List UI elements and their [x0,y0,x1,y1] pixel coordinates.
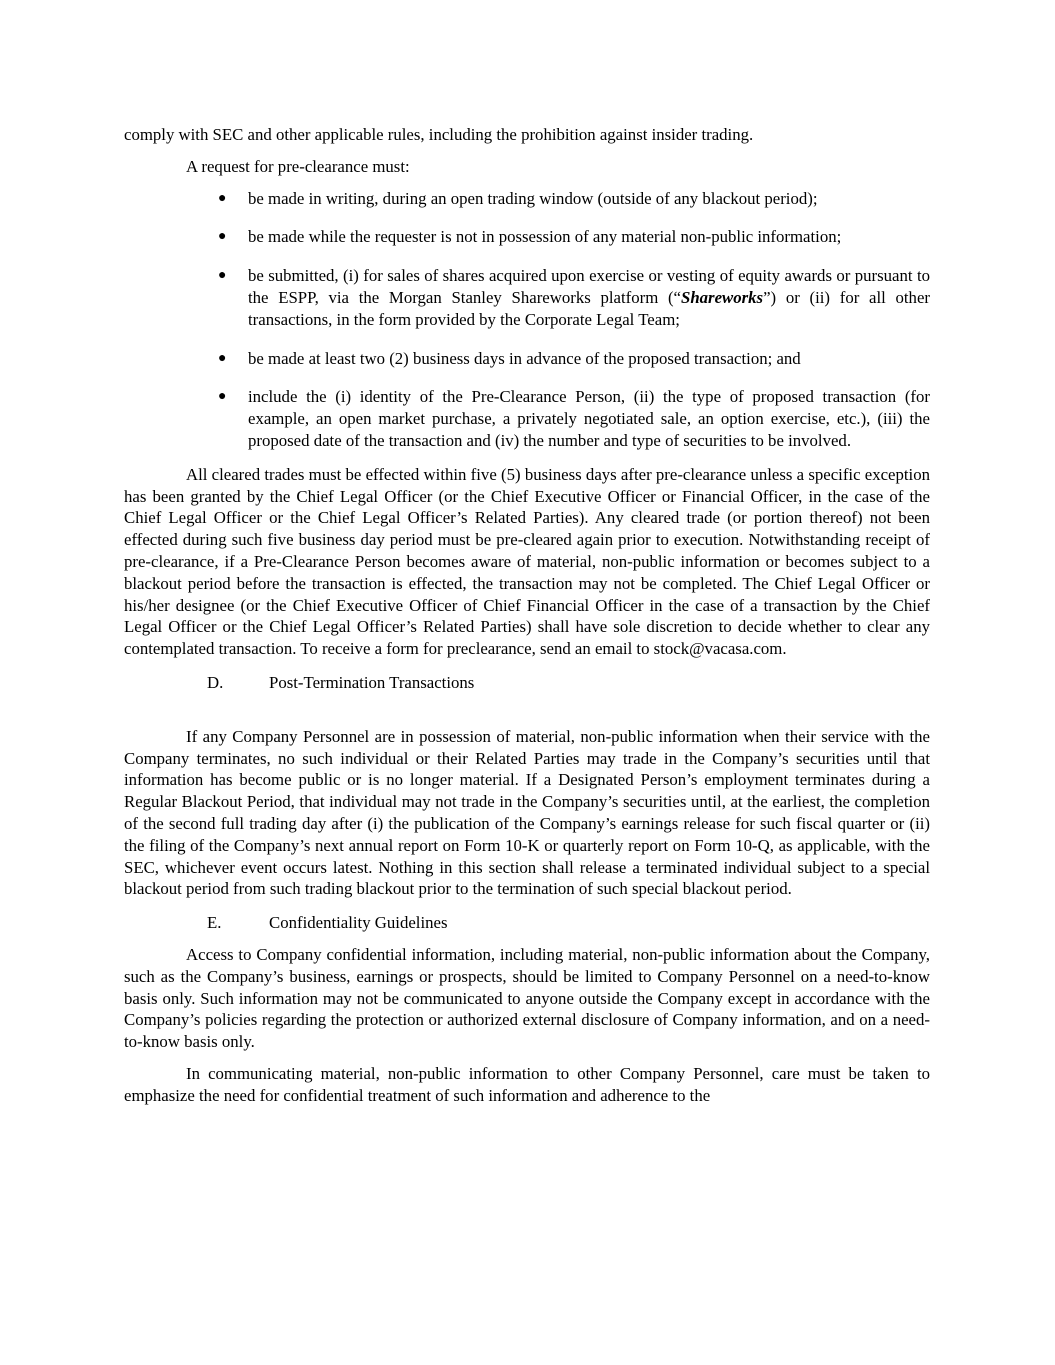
document-body [124,124,930,1106]
section-letter: D. [207,672,224,692]
bullet-icon: ● [218,389,227,405]
list-item-text: ”) or (ii) for all other transactions, in the form provided by the Corporate Legal Team; [248,287,930,329]
list-item-text: be made in writing, during an open trading window (outside of any blackout period); [248,188,818,208]
bullet-icon: ● [218,268,227,284]
cleared-trades-paragraph: All cleared trades must be effected within five (5) business days after pre-clearance unless a specific exception has been granted by the Chief Legal Officer (or the Chief Executive Officer or Financial Officer, in the case of the Chief Legal Officer or the Chief Legal Officer’s Related Parties). Any cleared trade (or portion thereof) not been effected during such five business day period must be pre-cleared again prior to execution. Notwithstanding receipt of pre-clearance, if a Pre-Clearance Person becomes aware of material, non-public information or becomes subject to a blackout period before the transaction is effected, the transaction may not be completed. The Chief Legal Officer or his/her designee (or the Chief Executive Officer of Chief Financial Officer in the case of a transaction by the Chief Legal Officer or the Chief Legal Officer’s Related Parties) shall have sole discretion to decide whether to clear any contemplated transaction. To receive a form for preclearance, send an email to stock@vacasa.com. [124,464,930,659]
confidentiality-paragraph-2: In communicating material, non-public information to other Company Personnel, care must be taken to emphasize the need for confidential treatment of such information and adherence to the [124,1063,930,1105]
post-termination-paragraph: If any Company Personnel are in possession of material, non-public information when their service with the Company terminates, no such individual or their Related Parties may trade in the Company’s securities until that information has become public or is no longer material. If a Designated Person’s employment terminates during a Regular Blackout Period, that individual may not trade in the Company’s securities until, at the earliest, the completion of the second full trading day after (i) the publication of the Company’s earnings release for such fiscal quarter or (ii) the filing of the Company’s next annual report on Form 10-K or quarterly report on Form 10-Q, as applicable, with the SEC, whichever event occurs latest. Nothing in this section shall release a terminated individual subject to a special blackout period from such trading blackout prior to the termination of such special blackout period. [124,726,930,899]
list-item-text: be made while the requester is not in possession of any material non-public information; [248,227,842,247]
bullet-icon: ● [218,190,227,206]
list-item [124,386,930,451]
list-item-text: include the (i) identity of the Pre-Clearance Person, (ii) the type of proposed transaction (for example, an open market purchase, a privately negotiated sale, an option exercise, etc.), (iii) the proposed date of the transaction and (iv) the number and type of securities to be involved. [248,387,930,450]
request-intro: A request for pre-clearance must: [186,156,410,176]
section-title: Confidentiality Guidelines [269,913,448,933]
list-item [124,188,930,210]
list-item [124,226,930,248]
intro-line: comply with SEC and other applicable rules, including the prohibition against insider trading. [124,125,754,144]
list-item-text: be submitted, (i) for sales of shares acquired upon exercise or vesting of equity awards or pursuant to the ESPP, via the Morgan Stanley Shareworks platform (“ [248,266,930,307]
bullet-icon: ● [218,350,227,366]
section-e-heading [124,912,930,934]
section-d-heading [124,672,930,694]
section-letter: E. [207,913,222,933]
list-item [124,348,930,370]
section-title: Post-Termination Transactions [269,672,475,692]
bullet-icon: ● [218,229,227,245]
defined-term: Shareworks [681,287,764,307]
confidentiality-paragraph-1: Access to Company confidential information, including material, non-public information about the Company, such as the Company’s business, earnings or prospects, should be limited to Company Personnel on a need-to-know basis only. Such information may not be communicated to anyone outside the Company except in accordance with the Company’s policies regarding the protection or authorized external disclosure of Company information, and on a need-to-know basis only. [124,944,930,1052]
list-item-text: be made at least two (2) business days in advance of the proposed transaction; and [248,348,801,368]
pre-clearance-requirements-list [124,188,930,452]
list-item [124,265,930,330]
